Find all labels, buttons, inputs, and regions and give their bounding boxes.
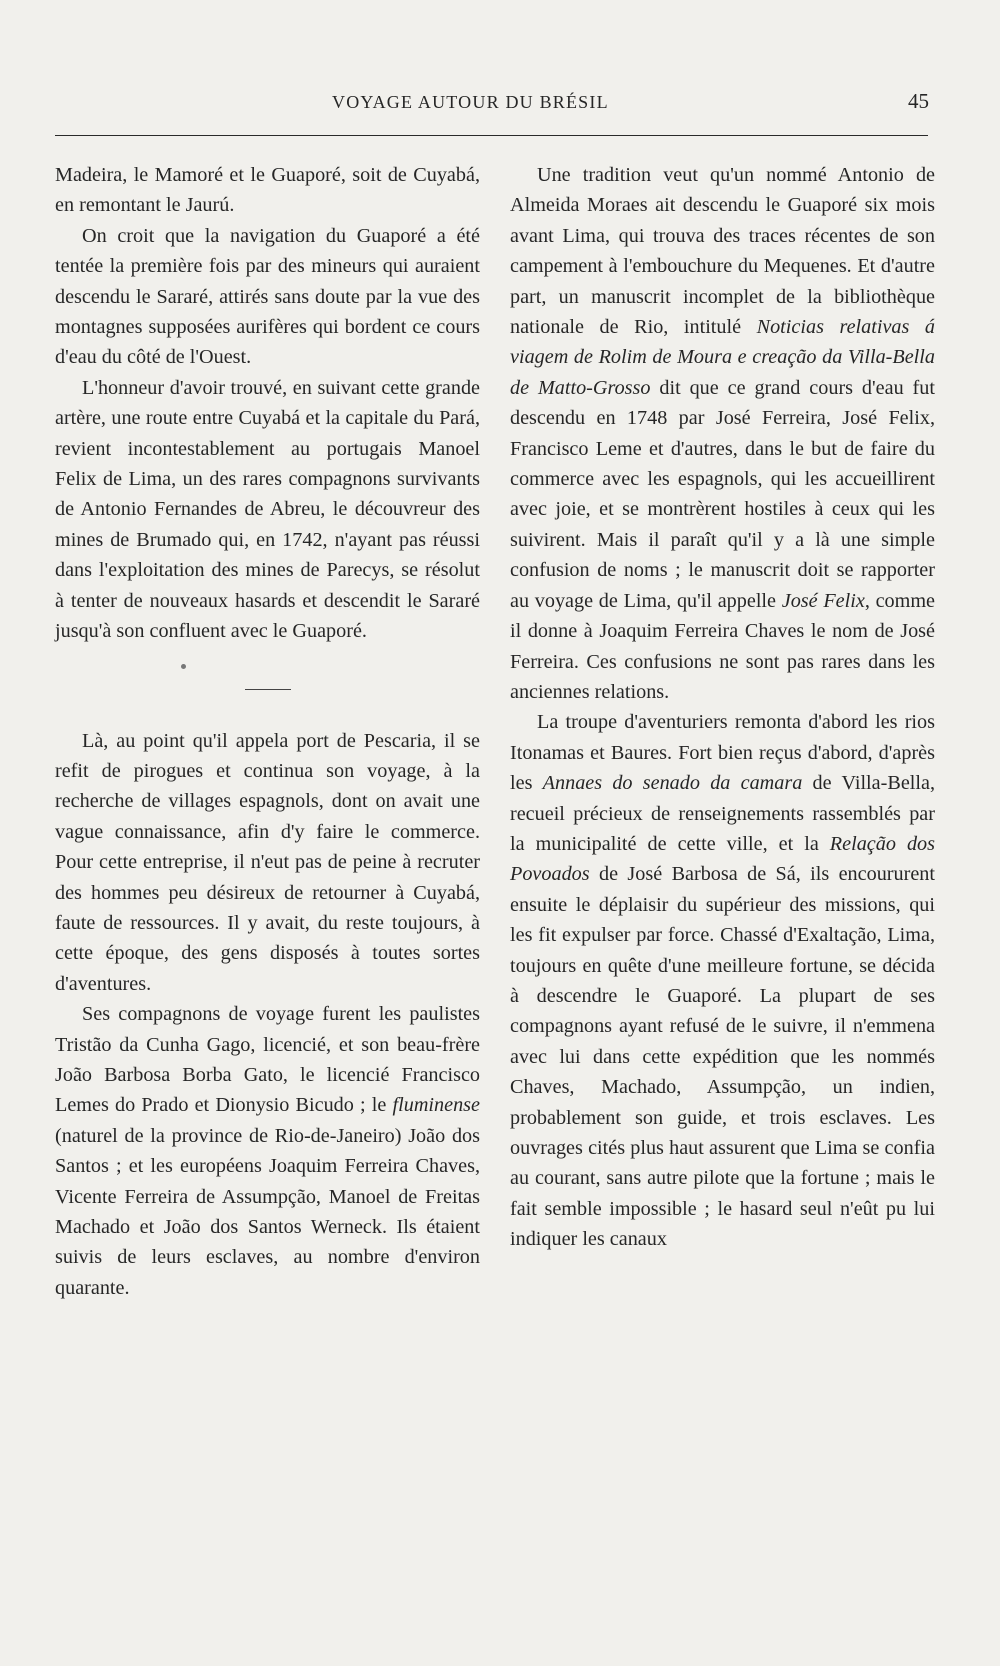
italic-title: Relação dos Povoados	[510, 832, 935, 886]
italic-term: fluminense	[392, 1094, 480, 1117]
text-run: (naturel de la province de Rio-de-Janeiro) João dos Santos ; et les européens Joaquim Ferreira Chaves, Vicente Ferreira de Assumpção, Manoel de Freitas Machado et João dos Santos Werneck. Ils étaient suivis de leurs esclaves, au nombre d'environ quarante.	[55, 1124, 480, 1299]
italic-name: José Felix	[781, 589, 865, 612]
italic-title: Noticias relativas á viagem de Rolim de Moura e creação da Villa-Bella de Matto-Grosso	[510, 316, 935, 399]
left-paragraph-3: L'honneur d'avoir trouvé, en suivant cette grande artère, une route entre Cuyabá et la capitale du Pará, revient incontestablement au portugais Manoel Felix de Lima, un des rares compagnons survivants de Antonio Fernandes de Abreu, le découvreur des mines de Brumado qui, en 1742, n'ayant pas réussi dans l'exploitation des mines de Parecys, se résolut à tenter de nouveaux hasards et descendit le Sararé jusqu'à son confluent avec le Guaporé.	[55, 376, 480, 643]
right-paragraph-2	[510, 707, 935, 1254]
left-paragraph-1: Madeira, le Mamoré et le Guaporé, soit de Cuyabá, en remontant le Jaurú.	[55, 164, 480, 217]
right-column	[510, 160, 935, 1255]
text-run: Une tradition veut qu'un nommé Antonio de Almeida Moraes ait descendu le Guaporé six mois avant Lima, qui trouva des traces récentes de son campement à l'embouchure du Mequenes. Et d'autre part, un manuscrit incomplet de la bibliothèque nationale de Rio, intitulé	[510, 164, 935, 339]
text-run: dit que ce grand cours d'eau fut descendu en 1748 par José Ferreira, José Felix, Francisco Leme et d'autres, dans le but de faire du commerce avec les espagnols, qui les accueillirent avec joie, et se montrèrent hostiles à ceux qui les suivirent. Mais il paraît qu'il y a là une simple confusion de noms ; le manuscrit doit se rapporter au voyage de Lima, qu'il appelle	[510, 376, 935, 612]
page-number: 45	[908, 89, 929, 113]
left-paragraph-5	[55, 999, 480, 1303]
text-run: de José Barbosa de Sá, ils encoururent ensuite le déplaisir du supérieur des missions, qui les fit expulser par force. Chassé d'Exaltação, Lima, toujours en quête d'une meilleure fortune, se décida à descendre le Guaporé. La plupart de ses compagnons ayant refusé de le suivre, il n'emmena avec lui dans cette expédition que les nommés Chaves, Machado, Assumpção, un indien, probablement son guide, et trois esclaves. Les ouvrages cités plus haut assurent que Lima se confia au courant, sans autre pilote que la fortune ; mais le fait semble impossible ; le hasard seul n'eût pu lui indiquer les canaux	[510, 863, 935, 1251]
left-paragraph-2: On croit que la navigation du Guaporé a été tentée la première fois par des mineurs qui auraient descendu le Sararé, attirés sans doute par la vue des montagnes supposées aurifères qui bordent ce cours d'eau du côté de l'Ouest.	[55, 224, 480, 369]
header-rule	[55, 135, 928, 136]
left-column	[55, 160, 480, 1303]
right-paragraph-1	[510, 160, 935, 707]
ink-speck	[181, 664, 186, 669]
italic-title: Annaes do senado da camara	[542, 772, 803, 795]
text-run: de Villa-Bella, recueil précieux de renseignements rassemblés par la municipalité de cette ville, et la	[510, 772, 936, 855]
text-run: Ses compagnons de voyage furent les paulistes Tristão da Cunha Gago, licencié, et son beau-frère João Barbosa Borba Gato, le licencié Francisco Lemes do Prado et Dionysio Bicudo ; le	[55, 1003, 480, 1117]
running-title: VOYAGE AUTOUR DU BRÉSIL	[332, 92, 609, 112]
left-paragraph-4: Là, au point qu'il appela port de Pescaria, il se refit de pirogues et continua son voyage, à la recherche de villages espagnols, dont on avait une vague connaissance, afin d'y faire le commerce. Pour cette entreprise, il n'eut pas de peine à recruter des hommes peu désireux de retourner à Cuyabá, faute de ressources. Il y avait, du reste toujours, à cette époque, des gens disposés à toutes sortes d'aventures.	[55, 729, 480, 995]
text-run: La troupe d'aventuriers remonta d'abord les rios Itonamas et Baures. Fort bien reçus d'abord, d'après les	[510, 711, 935, 795]
text-run: , comme il donne à Joaquim Ferreira Chaves le nom de José Ferreira. Ces confusions ne sont pas rares dans les anciennes relations.	[510, 589, 936, 703]
section-separator	[245, 689, 291, 690]
